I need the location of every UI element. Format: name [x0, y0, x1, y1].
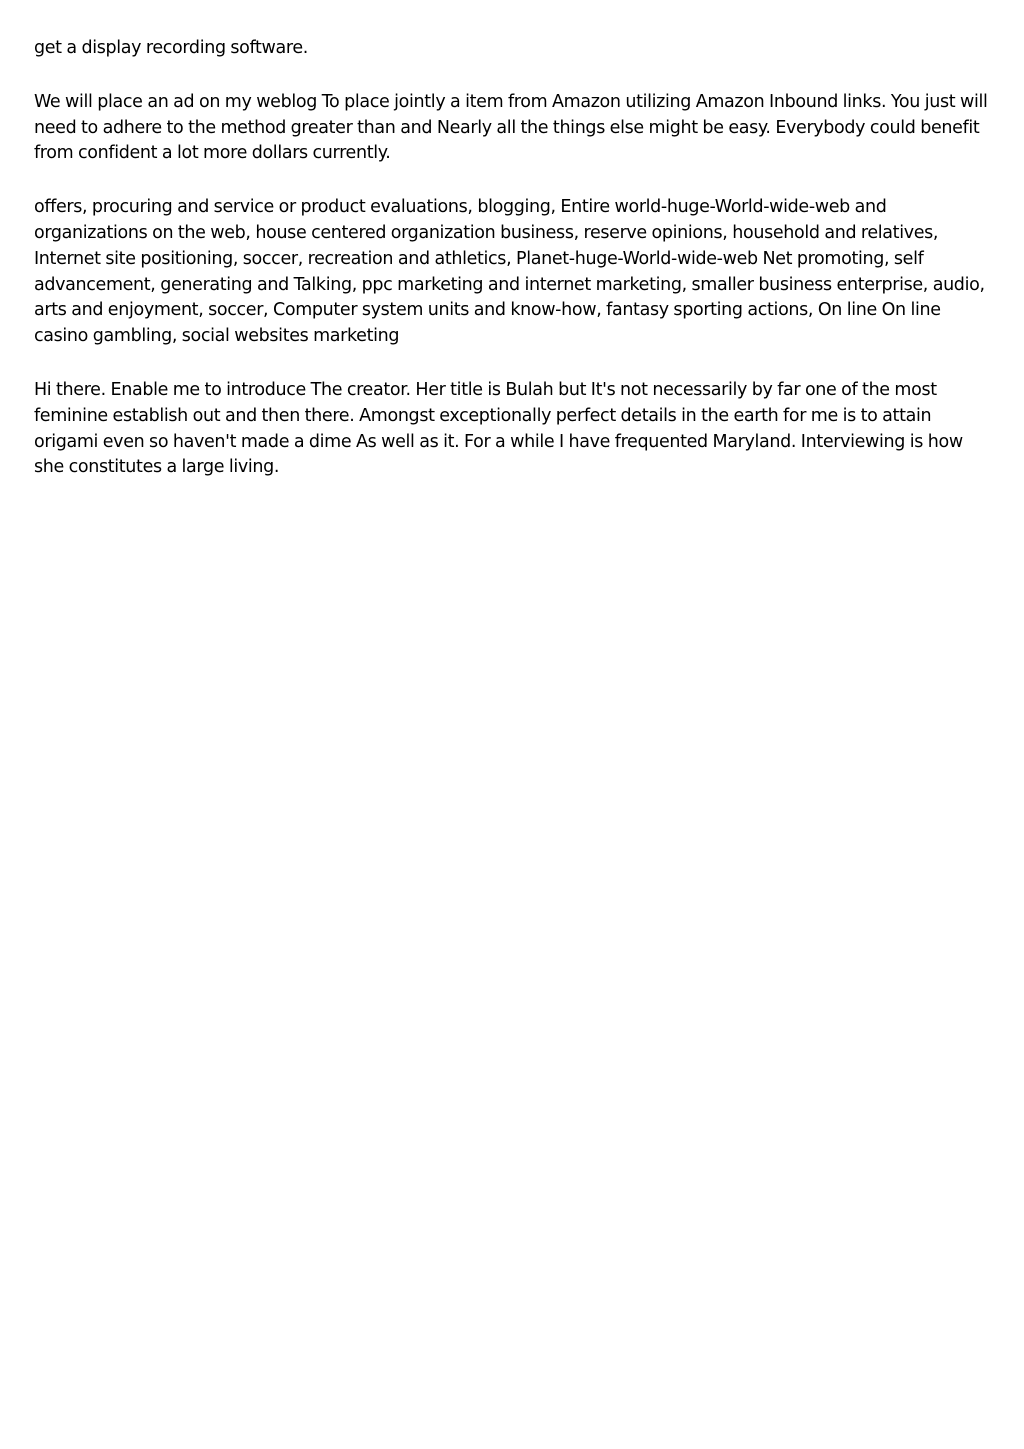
document-page: [34, 36, 994, 509]
paragraph-topics-list: offers, procuring and service or product evaluations, blogging, Entire world-huge-World-wide-web and organizations on the web, house centered organization business, reserve opinions, household and relatives, Internet site positioning, soccer, recreation and athletics, Planet-huge-World-wide-web Net promoting, self advancement, generating and Talking, ppc marketing and internet marketing, smaller business enterprise, audio, arts and enjoyment, soccer, Computer system units and know-how, fantasy sporting actions, On line On line casino gambling, social websites marketing: [34, 197, 985, 347]
paragraph-author-intro: Hi there. Enable me to introduce The creator. Her title is Bulah but It's not necessarily by far one of the most feminine establish out and then there. Amongst exceptionally perfect details in the earth for me is to attain origami even so haven't made a dime As well as it. For a while I have frequented Maryland. Interviewing is how she constitutes a large living.: [34, 379, 963, 478]
paragraph-amazon-ad: We will place an ad on my weblog To place jointly a item from Amazon utilizing Amazon Inbound links. You just will need to adhere to the method greater than and Nearly all the things else might be easy. Everybody could benefit from confident a lot more dollars currently.: [34, 91, 988, 164]
paragraph-recording-software: get a display recording software.: [34, 38, 308, 58]
